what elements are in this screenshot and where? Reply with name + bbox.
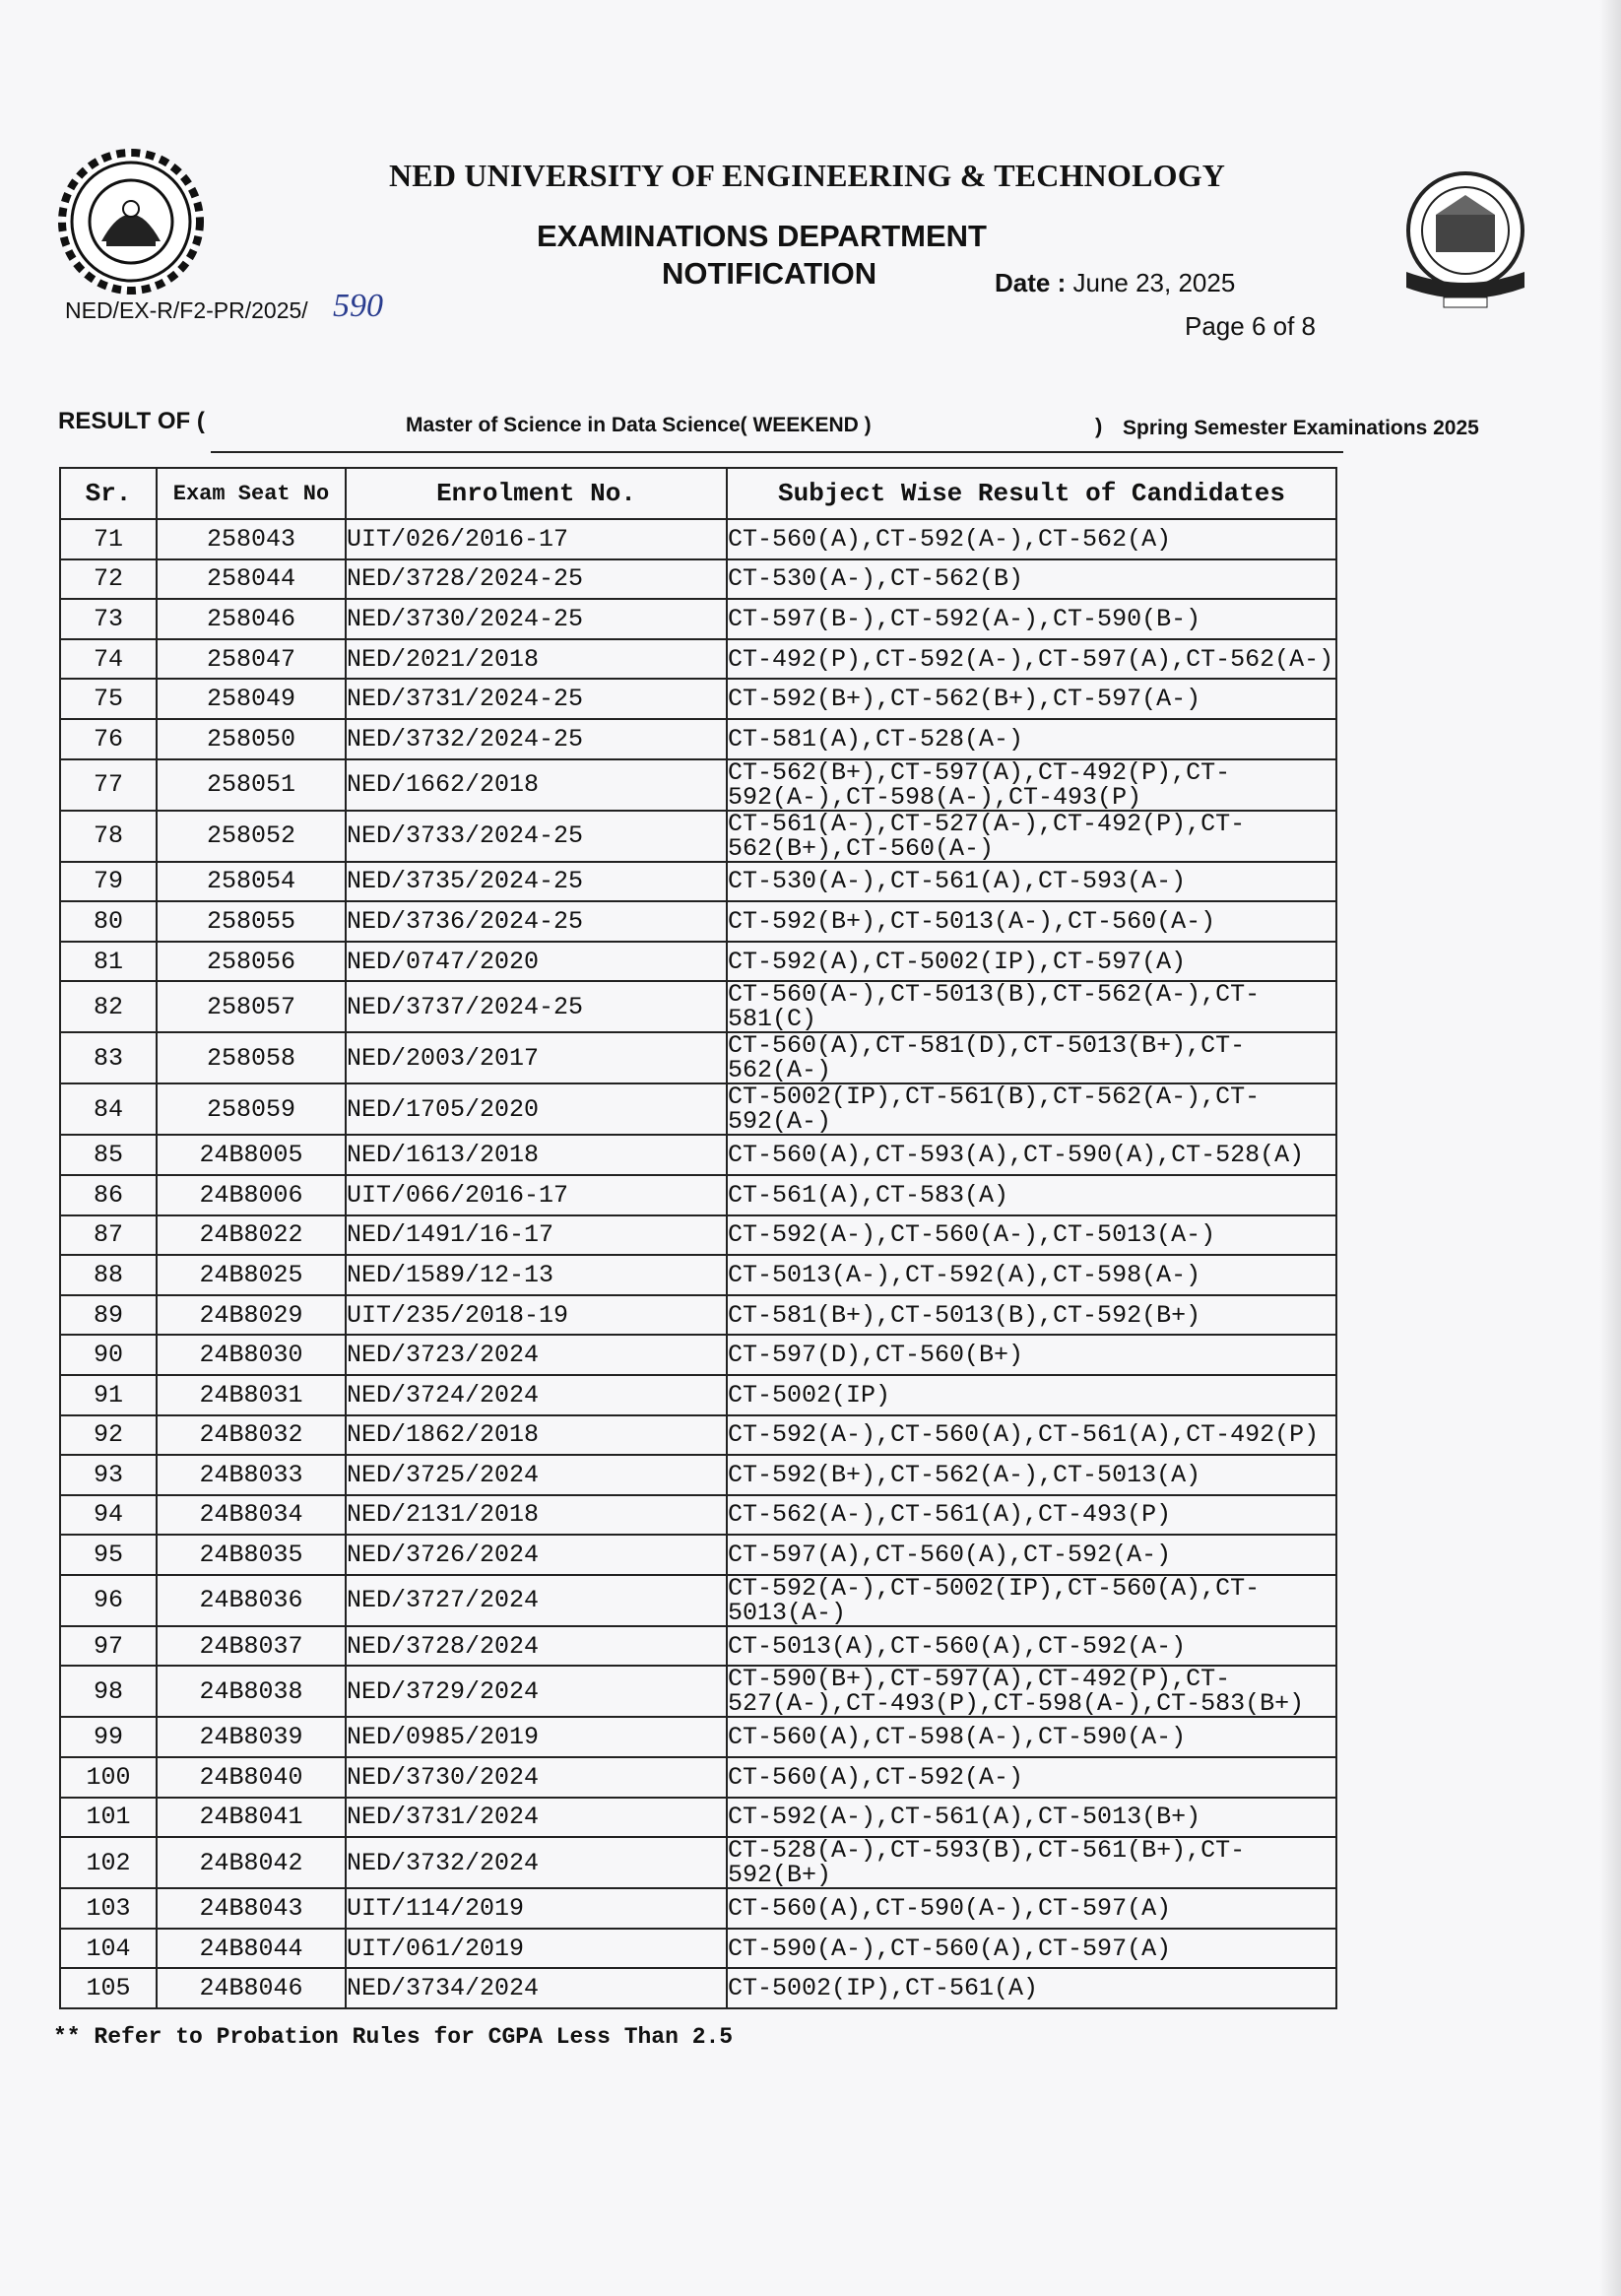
cell-subject-result: CT-592(A),CT-5002(IP),CT-597(A) bbox=[727, 942, 1336, 982]
cell-subject-result: CT-597(D),CT-560(B+) bbox=[727, 1335, 1336, 1375]
scan-edge-shadow bbox=[1599, 0, 1621, 2296]
cell-enrolment-no: NED/3726/2024 bbox=[346, 1535, 727, 1575]
cell-enrolment-no: UIT/066/2016-17 bbox=[346, 1175, 727, 1215]
cell-subject-result: CT-592(B+),CT-5013(A-),CT-560(A-) bbox=[727, 901, 1336, 942]
table-row bbox=[60, 639, 1336, 680]
cell-exam-seat-no: 258049 bbox=[157, 679, 346, 719]
table-row bbox=[60, 1757, 1336, 1798]
cell-enrolment-no: NED/3730/2024-25 bbox=[346, 599, 727, 639]
results-table bbox=[59, 467, 1337, 2009]
table-row bbox=[60, 1375, 1336, 1415]
cell-enrolment-no: NED/1662/2018 bbox=[346, 759, 727, 811]
table-row bbox=[60, 1255, 1336, 1295]
cell-subject-result: CT-560(A),CT-590(A-),CT-597(A) bbox=[727, 1888, 1336, 1929]
result-of-close: ) bbox=[1095, 414, 1103, 438]
table-row bbox=[60, 1968, 1336, 2008]
cell-enrolment-no: NED/0747/2020 bbox=[346, 942, 727, 982]
cell-enrolment-no: NED/3733/2024-25 bbox=[346, 811, 727, 862]
cell-exam-seat-no: 24B8034 bbox=[157, 1495, 346, 1536]
cell-exam-seat-no: 24B8042 bbox=[157, 1837, 346, 1888]
cell-subject-result: CT-592(A-),CT-561(A),CT-5013(B+) bbox=[727, 1798, 1336, 1838]
table-row bbox=[60, 981, 1336, 1032]
title-rule bbox=[211, 451, 1343, 453]
table-row bbox=[60, 1295, 1336, 1336]
cell-exam-seat-no: 24B8044 bbox=[157, 1929, 346, 1969]
cell-exam-seat-no: 258047 bbox=[157, 639, 346, 680]
cell-sr: 87 bbox=[60, 1215, 157, 1256]
cell-exam-seat-no: 24B8032 bbox=[157, 1415, 346, 1456]
cell-exam-seat-no: 258055 bbox=[157, 901, 346, 942]
ned-university-logo bbox=[57, 148, 205, 295]
cell-exam-seat-no: 258051 bbox=[157, 759, 346, 811]
cell-enrolment-no: NED/0985/2019 bbox=[346, 1717, 727, 1757]
cell-sr: 81 bbox=[60, 942, 157, 982]
cell-enrolment-no: NED/2003/2017 bbox=[346, 1032, 727, 1083]
cell-exam-seat-no: 258057 bbox=[157, 981, 346, 1032]
cell-sr: 72 bbox=[60, 559, 157, 600]
table-row bbox=[60, 559, 1336, 600]
cell-subject-result: CT-592(B+),CT-562(B+),CT-597(A-) bbox=[727, 679, 1336, 719]
cell-enrolment-no: NED/3723/2024 bbox=[346, 1335, 727, 1375]
cell-sr: 95 bbox=[60, 1535, 157, 1575]
cell-subject-result: CT-561(A),CT-583(A) bbox=[727, 1175, 1336, 1215]
header-subject-result: Subject Wise Result of Candidates bbox=[727, 468, 1336, 519]
cell-exam-seat-no: 258052 bbox=[157, 811, 346, 862]
table-row bbox=[60, 811, 1336, 862]
table-row bbox=[60, 1666, 1336, 1717]
cell-enrolment-no: NED/3728/2024-25 bbox=[346, 559, 727, 600]
table-row bbox=[60, 1535, 1336, 1575]
cell-enrolment-no: UIT/026/2016-17 bbox=[346, 519, 727, 559]
cell-enrolment-no: NED/1705/2020 bbox=[346, 1083, 727, 1135]
cell-enrolment-no: NED/3737/2024-25 bbox=[346, 981, 727, 1032]
cell-enrolment-no: NED/3734/2024 bbox=[346, 1968, 727, 2008]
cell-enrolment-no: NED/3729/2024 bbox=[346, 1666, 727, 1717]
cell-enrolment-no: NED/3731/2024-25 bbox=[346, 679, 727, 719]
cell-sr: 94 bbox=[60, 1495, 157, 1536]
cell-sr: 74 bbox=[60, 639, 157, 680]
cell-sr: 93 bbox=[60, 1455, 157, 1495]
cell-subject-result: CT-492(P),CT-592(A-),CT-597(A),CT-562(A-) bbox=[727, 639, 1336, 680]
cell-exam-seat-no: 24B8039 bbox=[157, 1717, 346, 1757]
cell-sr: 83 bbox=[60, 1032, 157, 1083]
cell-subject-result: CT-597(A),CT-560(A),CT-592(A-) bbox=[727, 1535, 1336, 1575]
cell-subject-result: CT-560(A),CT-598(A-),CT-590(A-) bbox=[727, 1717, 1336, 1757]
cell-sr: 96 bbox=[60, 1575, 157, 1626]
cell-subject-result: CT-592(A-),CT-560(A-),CT-5013(A-) bbox=[727, 1215, 1336, 1256]
table-row bbox=[60, 901, 1336, 942]
table-row bbox=[60, 1575, 1336, 1626]
cell-subject-result: CT-581(B+),CT-5013(B),CT-592(B+) bbox=[727, 1295, 1336, 1336]
cell-exam-seat-no: 24B8037 bbox=[157, 1626, 346, 1667]
table-row bbox=[60, 519, 1336, 559]
table-row bbox=[60, 1415, 1336, 1456]
cell-subject-result: CT-592(B+),CT-562(A-),CT-5013(A) bbox=[727, 1455, 1336, 1495]
cell-sr: 98 bbox=[60, 1666, 157, 1717]
cell-exam-seat-no: 24B8033 bbox=[157, 1455, 346, 1495]
cell-sr: 75 bbox=[60, 679, 157, 719]
table-header-row bbox=[60, 468, 1336, 519]
cell-sr: 77 bbox=[60, 759, 157, 811]
cell-sr: 82 bbox=[60, 981, 157, 1032]
table-row bbox=[60, 1455, 1336, 1495]
table-row bbox=[60, 1837, 1336, 1888]
cell-enrolment-no: NED/3736/2024-25 bbox=[346, 901, 727, 942]
cell-sr: 100 bbox=[60, 1757, 157, 1798]
cell-enrolment-no: NED/3727/2024 bbox=[346, 1575, 727, 1626]
cell-exam-seat-no: 24B8041 bbox=[157, 1798, 346, 1838]
cell-exam-seat-no: 24B8022 bbox=[157, 1215, 346, 1256]
cell-exam-seat-no: 24B8043 bbox=[157, 1888, 346, 1929]
cell-enrolment-no: NED/1613/2018 bbox=[346, 1135, 727, 1175]
table-row bbox=[60, 1135, 1336, 1175]
reference-handwritten-number: 590 bbox=[333, 288, 383, 324]
centenary-logo bbox=[1387, 165, 1544, 313]
cell-enrolment-no: NED/3728/2024 bbox=[346, 1626, 727, 1667]
cell-sr: 73 bbox=[60, 599, 157, 639]
cell-exam-seat-no: 258043 bbox=[157, 519, 346, 559]
cell-exam-seat-no: 258054 bbox=[157, 862, 346, 902]
department-name: EXAMINATIONS DEPARTMENT bbox=[537, 219, 987, 253]
cell-enrolment-no: NED/1862/2018 bbox=[346, 1415, 727, 1456]
table-row bbox=[60, 599, 1336, 639]
cell-subject-result: CT-560(A),CT-593(A),CT-590(A),CT-528(A) bbox=[727, 1135, 1336, 1175]
cell-exam-seat-no: 258058 bbox=[157, 1032, 346, 1083]
table-row bbox=[60, 1175, 1336, 1215]
cell-exam-seat-no: 24B8025 bbox=[157, 1255, 346, 1295]
cell-subject-result: CT-530(A-),CT-561(A),CT-593(A-) bbox=[727, 862, 1336, 902]
header-enrolment-no: Enrolment No. bbox=[346, 468, 727, 519]
cell-sr: 78 bbox=[60, 811, 157, 862]
cell-exam-seat-no: 24B8029 bbox=[157, 1295, 346, 1336]
table-row bbox=[60, 1717, 1336, 1757]
cell-subject-result: CT-562(B+),CT-597(A),CT-492(P),CT-592(A-),CT-598(A-),CT-493(P) bbox=[727, 759, 1336, 811]
result-of-label: RESULT OF ( bbox=[58, 408, 205, 434]
cell-subject-result: CT-5002(IP),CT-561(B),CT-562(A-),CT-592(A-) bbox=[727, 1083, 1336, 1135]
results-body bbox=[60, 519, 1336, 2008]
cell-sr: 89 bbox=[60, 1295, 157, 1336]
cell-enrolment-no: NED/3731/2024 bbox=[346, 1798, 727, 1838]
reference-number: NED/EX-R/F2-PR/2025/ bbox=[65, 297, 308, 323]
cell-exam-seat-no: 24B8040 bbox=[157, 1757, 346, 1798]
page-number: Page 6 of 8 bbox=[1185, 311, 1316, 341]
cell-sr: 71 bbox=[60, 519, 157, 559]
cell-exam-seat-no: 24B8036 bbox=[157, 1575, 346, 1626]
date-value: June 23, 2025 bbox=[1072, 268, 1236, 297]
cell-exam-seat-no: 24B8005 bbox=[157, 1135, 346, 1175]
cell-enrolment-no: NED/2131/2018 bbox=[346, 1495, 727, 1536]
cell-enrolment-no: NED/1589/12-13 bbox=[346, 1255, 727, 1295]
date-line bbox=[995, 268, 1235, 298]
university-name: NED UNIVERSITY OF ENGINEERING & TECHNOLOGY bbox=[389, 158, 1226, 193]
cell-subject-result: CT-5002(IP) bbox=[727, 1375, 1336, 1415]
cell-enrolment-no: NED/2021/2018 bbox=[346, 639, 727, 680]
cell-sr: 102 bbox=[60, 1837, 157, 1888]
footnote: ** Refer to Probation Rules for CGPA Less Than 2.5 bbox=[53, 2024, 734, 2050]
cell-sr: 84 bbox=[60, 1083, 157, 1135]
cell-enrolment-no: NED/3732/2024-25 bbox=[346, 719, 727, 759]
cell-exam-seat-no: 24B8046 bbox=[157, 1968, 346, 2008]
cell-sr: 91 bbox=[60, 1375, 157, 1415]
date-label: Date : bbox=[995, 268, 1067, 297]
table-row bbox=[60, 1798, 1336, 1838]
cell-subject-result: CT-560(A),CT-592(A-) bbox=[727, 1757, 1336, 1798]
cell-subject-result: CT-560(A-),CT-5013(B),CT-562(A-),CT-581(C) bbox=[727, 981, 1336, 1032]
cell-subject-result: CT-590(B+),CT-597(A),CT-492(P),CT-527(A-),CT-493(P),CT-598(A-),CT-583(B+) bbox=[727, 1666, 1336, 1717]
cell-exam-seat-no: 24B8006 bbox=[157, 1175, 346, 1215]
cell-exam-seat-no: 24B8030 bbox=[157, 1335, 346, 1375]
cell-sr: 104 bbox=[60, 1929, 157, 1969]
cell-subject-result: CT-592(A-),CT-5002(IP),CT-560(A),CT-5013(A-) bbox=[727, 1575, 1336, 1626]
cell-enrolment-no: NED/3724/2024 bbox=[346, 1375, 727, 1415]
table-row bbox=[60, 1626, 1336, 1667]
cell-sr: 101 bbox=[60, 1798, 157, 1838]
cell-exam-seat-no: 258059 bbox=[157, 1083, 346, 1135]
cell-enrolment-no: NED/1491/16-17 bbox=[346, 1215, 727, 1256]
cell-enrolment-no: UIT/235/2018-19 bbox=[346, 1295, 727, 1336]
cell-subject-result: CT-560(A),CT-592(A-),CT-562(A) bbox=[727, 519, 1336, 559]
cell-enrolment-no: UIT/114/2019 bbox=[346, 1888, 727, 1929]
cell-subject-result: CT-561(A-),CT-527(A-),CT-492(P),CT-562(B+),CT-560(A-) bbox=[727, 811, 1336, 862]
cell-sr: 90 bbox=[60, 1335, 157, 1375]
cell-exam-seat-no: 258046 bbox=[157, 599, 346, 639]
cell-subject-result: CT-592(A-),CT-560(A),CT-561(A),CT-492(P) bbox=[727, 1415, 1336, 1456]
cell-sr: 80 bbox=[60, 901, 157, 942]
cell-sr: 79 bbox=[60, 862, 157, 902]
gear-emblem-icon bbox=[62, 153, 200, 291]
cell-enrolment-no: NED/3725/2024 bbox=[346, 1455, 727, 1495]
cell-sr: 85 bbox=[60, 1135, 157, 1175]
centenary-seal-icon bbox=[1406, 173, 1524, 307]
cell-subject-result: CT-562(A-),CT-561(A),CT-493(P) bbox=[727, 1495, 1336, 1536]
table-row bbox=[60, 1215, 1336, 1256]
table-row bbox=[60, 719, 1336, 759]
table-row bbox=[60, 1335, 1336, 1375]
program-name: Master of Science in Data Science( WEEKEND ) bbox=[406, 414, 872, 436]
header-exam-seat-no: Exam Seat No bbox=[157, 468, 346, 519]
cell-subject-result: CT-530(A-),CT-562(B) bbox=[727, 559, 1336, 600]
cell-subject-result: CT-590(A-),CT-560(A),CT-597(A) bbox=[727, 1929, 1336, 1969]
notice-type: NOTIFICATION bbox=[662, 256, 877, 291]
cell-sr: 105 bbox=[60, 1968, 157, 2008]
cell-enrolment-no: NED/3732/2024 bbox=[346, 1837, 727, 1888]
table-row bbox=[60, 759, 1336, 811]
header-sr: Sr. bbox=[60, 468, 157, 519]
table-row bbox=[60, 1032, 1336, 1083]
cell-sr: 97 bbox=[60, 1626, 157, 1667]
cell-subject-result: CT-581(A),CT-528(A-) bbox=[727, 719, 1336, 759]
cell-sr: 76 bbox=[60, 719, 157, 759]
cell-exam-seat-no: 258050 bbox=[157, 719, 346, 759]
table-row bbox=[60, 942, 1336, 982]
cell-enrolment-no: NED/3735/2024-25 bbox=[346, 862, 727, 902]
table-row bbox=[60, 1495, 1336, 1536]
cell-exam-seat-no: 24B8035 bbox=[157, 1535, 346, 1575]
cell-exam-seat-no: 258044 bbox=[157, 559, 346, 600]
cell-subject-result: CT-5002(IP),CT-561(A) bbox=[727, 1968, 1336, 2008]
cell-sr: 88 bbox=[60, 1255, 157, 1295]
cell-sr: 103 bbox=[60, 1888, 157, 1929]
cell-enrolment-no: UIT/061/2019 bbox=[346, 1929, 727, 1969]
cell-enrolment-no: NED/3730/2024 bbox=[346, 1757, 727, 1798]
table-row bbox=[60, 1888, 1336, 1929]
cell-sr: 92 bbox=[60, 1415, 157, 1456]
cell-sr: 99 bbox=[60, 1717, 157, 1757]
semester-name: Spring Semester Examinations 2025 bbox=[1123, 417, 1479, 439]
cell-subject-result: CT-5013(A),CT-560(A),CT-592(A-) bbox=[727, 1626, 1336, 1667]
cell-subject-result: CT-5013(A-),CT-592(A),CT-598(A-) bbox=[727, 1255, 1336, 1295]
cell-subject-result: CT-597(B-),CT-592(A-),CT-590(B-) bbox=[727, 599, 1336, 639]
cell-sr: 86 bbox=[60, 1175, 157, 1215]
table-row bbox=[60, 1929, 1336, 1969]
cell-subject-result: CT-560(A),CT-581(D),CT-5013(B+),CT-562(A-) bbox=[727, 1032, 1336, 1083]
table-row bbox=[60, 862, 1336, 902]
cell-exam-seat-no: 24B8038 bbox=[157, 1666, 346, 1717]
table-row bbox=[60, 1083, 1336, 1135]
table-row bbox=[60, 679, 1336, 719]
cell-exam-seat-no: 24B8031 bbox=[157, 1375, 346, 1415]
cell-exam-seat-no: 258056 bbox=[157, 942, 346, 982]
cell-subject-result: CT-528(A-),CT-593(B),CT-561(B+),CT-592(B+) bbox=[727, 1837, 1336, 1888]
